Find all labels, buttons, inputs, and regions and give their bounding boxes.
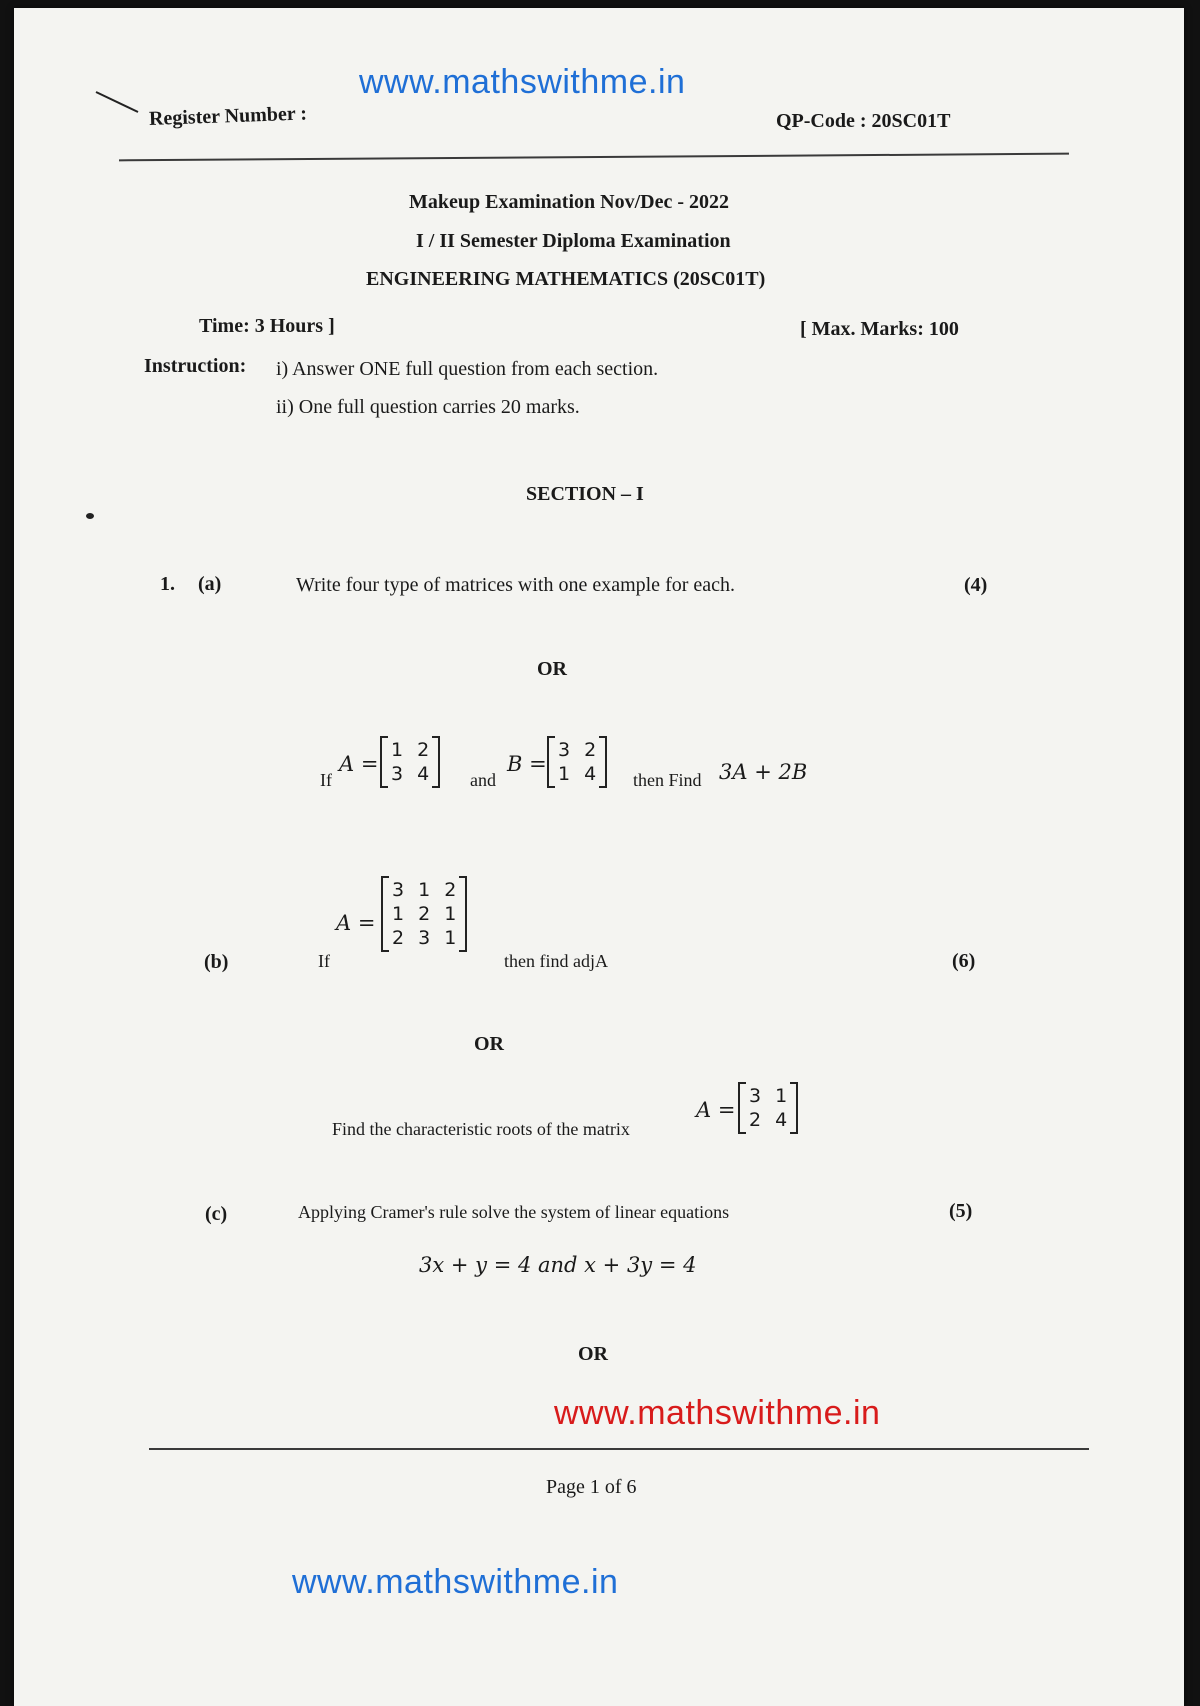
watermark-top: www.mathswithme.in [359, 63, 686, 101]
matrix-B-cell: 2 [584, 739, 597, 761]
instruction-1: i) Answer ONE full question from each section. [276, 358, 659, 380]
exam-title: Makeup Examination Nov/Dec - 2022 [409, 191, 729, 213]
matrix-B-cell: 3 [558, 739, 571, 761]
ink-dot [86, 513, 94, 519]
matrix-A-cell: 2 [417, 739, 430, 761]
section-title: SECTION – I [526, 483, 644, 505]
matrix-A-cell: 1 [391, 739, 404, 761]
time-label: Time: 3 Hours ] [199, 315, 335, 337]
watermark-middle: www.mathswithme.in [554, 1394, 881, 1432]
instruction-2: ii) One full question carries 20 marks. [276, 396, 580, 418]
matrix-B-cell: 4 [584, 763, 597, 785]
q1a-alt-if: If [320, 770, 332, 790]
matrix-A3-cell: 2 [444, 879, 457, 901]
matrix-A3-cell: 1 [444, 927, 457, 949]
q1c-text: Applying Cramer's rule solve the system of linear equations [298, 1202, 730, 1222]
matrix-A3-cell: 3 [418, 927, 431, 949]
exam-paper [14, 8, 1184, 1706]
q1a-alt-B-eq: B = [507, 752, 547, 776]
q1b-alt-text: Find the characteristic roots of the matrix [332, 1119, 630, 1139]
q1c-marks: (5) [949, 1200, 973, 1222]
matrix-A-cell: 4 [417, 763, 430, 785]
q1b-marks: (6) [952, 950, 976, 972]
q1a-alt-expr: 3A + 2B [719, 760, 808, 784]
max-marks-label: [ Max. Marks: 100 [800, 318, 959, 340]
pen-stroke-mark [94, 88, 144, 118]
matrix-B-cell: 1 [558, 763, 571, 785]
instruction-label: Instruction: [144, 355, 247, 377]
matrix-B-2x2 [547, 736, 607, 793]
subject-title: ENGINEERING MATHEMATICS (20SC01T) [366, 268, 766, 290]
matrix-A3-cell: 2 [392, 927, 405, 949]
or-divider-1: OR [537, 658, 567, 680]
or-divider-3: OR [578, 1343, 608, 1365]
semester-title: I / II Semester Diploma Examination [416, 230, 731, 252]
page-number: Page 1 of 6 [546, 1476, 637, 1498]
q1b-alt-A-eq: A = [696, 1098, 736, 1122]
matrix-A3-cell: 3 [392, 879, 405, 901]
matrix-A-char-2x2 [738, 1082, 798, 1139]
header-rule [119, 153, 1069, 162]
matrix-char-cell: 1 [775, 1085, 788, 1107]
q1a-alt-and: and [470, 770, 496, 790]
matrix-A3-cell: 1 [418, 879, 431, 901]
matrix-A3-cell: 1 [444, 903, 457, 925]
matrix-A3-cell: 1 [392, 903, 405, 925]
footer-rule [149, 1448, 1089, 1450]
matrix-char-cell: 4 [775, 1109, 788, 1131]
or-divider-2: OR [474, 1033, 504, 1055]
matrix-A3-cell: 2 [418, 903, 431, 925]
q1b-then: then find adjA [504, 951, 608, 971]
matrix-A-3x3 [381, 876, 467, 957]
matrix-A-cell: 3 [391, 763, 404, 785]
q1b-if: If [318, 951, 330, 971]
q1a-alt-A-eq: A = [339, 752, 379, 776]
question-number: 1. [160, 573, 175, 595]
q1c-label: (c) [205, 1203, 228, 1225]
matrix-A-2x2 [380, 736, 440, 793]
register-number-label: Register Number : [148, 102, 308, 130]
q1a-label: (a) [198, 573, 222, 595]
q1a-marks: (4) [964, 574, 988, 596]
watermark-bottom: www.mathswithme.in [292, 1563, 619, 1601]
matrix-char-cell: 3 [749, 1085, 762, 1107]
q1c-equation: 3x + y = 4 and x + 3y = 4 [419, 1253, 697, 1277]
q1a-alt-then: then Find [633, 770, 702, 790]
q1b-label: (b) [204, 951, 229, 973]
q1a-text: Write four type of matrices with one example for each. [296, 574, 736, 596]
matrix-char-cell: 2 [749, 1109, 762, 1131]
qp-code: QP-Code : 20SC01T [776, 110, 951, 132]
q1b-A-eq: A = [336, 911, 376, 935]
